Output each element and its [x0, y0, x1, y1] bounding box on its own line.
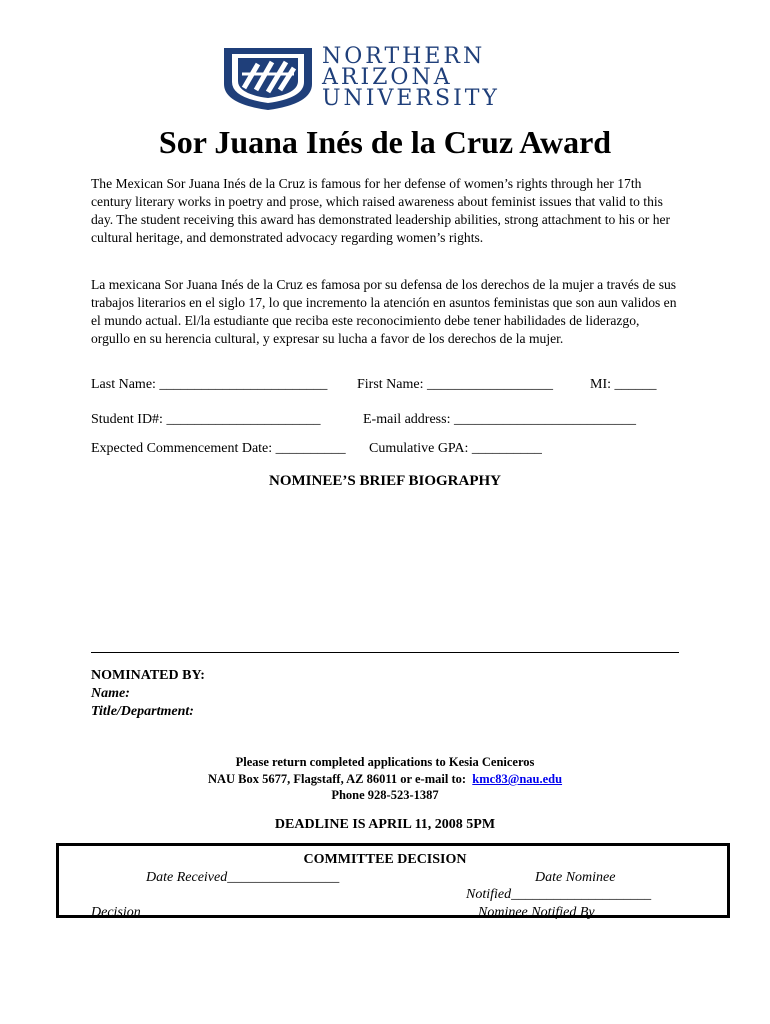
nominated-by-heading: NOMINATED BY: [91, 668, 205, 683]
student-id-field[interactable]: Student ID#: ______________________ [91, 412, 321, 427]
first-name-field[interactable]: First Name: __________________ [357, 377, 553, 392]
nominator-title-label: Title/Department: [91, 704, 194, 719]
date-received-field[interactable]: Date Received________________ [146, 870, 340, 885]
return-instructions: Please return completed applications to Kesia Ceniceros [235, 755, 535, 769]
nau-shield-icon [222, 44, 314, 112]
return-address [0, 772, 770, 787]
middle-initial-field[interactable]: MI: ______ [590, 377, 657, 392]
nau-logo [222, 44, 552, 112]
commencement-date-field[interactable]: Expected Commencement Date: __________ [91, 441, 346, 456]
contact-email-link[interactable]: kmc83@nau.edu [472, 772, 563, 786]
deadline-notice: DEADLINE IS APRIL 11, 2008 5PM [274, 817, 496, 832]
decision-field[interactable]: Decision____________________ [91, 905, 281, 920]
logo-line-university: UNIVERSITY [322, 86, 500, 111]
gpa-field[interactable]: Cumulative GPA: __________ [369, 441, 542, 456]
biography-heading: NOMINEE’S BRIEF BIOGRAPHY [269, 473, 501, 489]
nominator-name-label: Name: [91, 686, 130, 701]
logo-line-northern: NORTHERN [322, 44, 486, 69]
page-title: Sor Juana Inés de la Cruz Award [158, 124, 612, 160]
last-name-field[interactable]: Last Name: ________________________ [91, 377, 328, 392]
date-nominee-label: Date Nominee [535, 870, 616, 885]
logo-line-arizona: ARIZONA [322, 65, 453, 90]
biography-divider [91, 652, 679, 653]
return-address-text: NAU Box 5677, Flagstaff, AZ 86011 or e-mail to: [207, 772, 467, 786]
notified-field[interactable]: Notified____________________ [466, 887, 652, 902]
committee-heading: COMMITTEE DECISION [303, 852, 467, 867]
email-field[interactable]: E-mail address: __________________________ [363, 412, 636, 427]
nominee-notified-by-field[interactable]: Nominee Notified By__________ [478, 905, 665, 920]
description-spanish: La mexicana Sor Juana Inés de la Cruz es famosa por su defensa de los derechos de la mujer a través de sus trabajos literarios en el siglo 17, lo que incremento la atención en asuntos feministas que son aun validos en el mundo actual. El/la estudiante que reciba este reconocimiento debe tener habilidades de liderazgo, orgullo en su herencia cultural, y expresar su lucha a favor de los derechos de la mujer. [91, 277, 677, 346]
contact-phone: Phone 928-523-1387 [331, 788, 439, 802]
description-english: The Mexican Sor Juana Inés de la Cruz is famous for her defense of women’s rights through her 17th century literary works in poetry and prose, which raised awareness about feminist issues that valid to this day. The student receiving this award has demonstrated leadership abilities, strong attachment to his or her cultural heritage, and demonstrated advocacy regarding women’s rights. [91, 176, 671, 245]
